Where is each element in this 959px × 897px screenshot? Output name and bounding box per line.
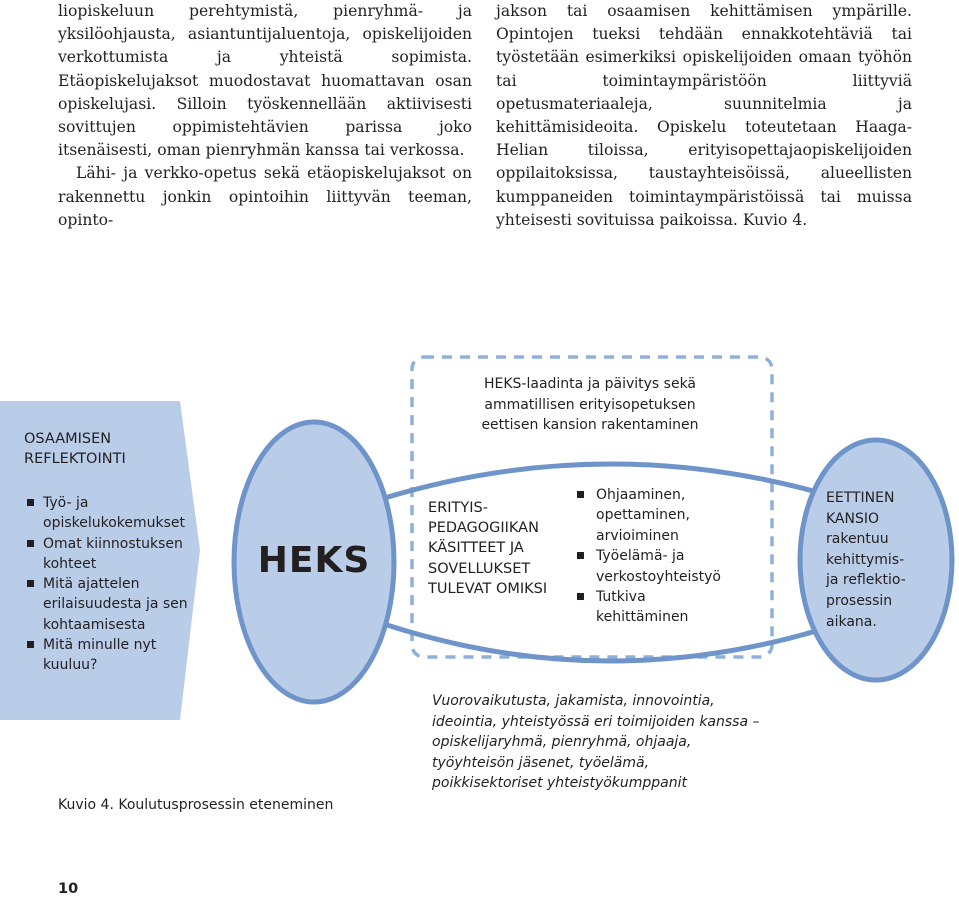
- concepts-title-line: SOVELLUKSET: [428, 560, 531, 577]
- list-item: Tutkiva kehittäminen: [577, 587, 737, 628]
- ethics-text: [826, 488, 926, 632]
- list-item: Mitä ajattelen erilaisuudesta ja sen kohtaamisesta: [24, 574, 189, 635]
- left-paragraph-1: liopiskeluun perehtymistä, pienryhmä- ja yksilöohjausta, asiantuntijaluentoja, opiskelijoiden verkottumista ja yhteistä sopimista. Etäopiskelujaksot muodostavat huomattavan osan opiskelujasi. Silloin työskennellään aktiivisesti sovittujen oppimistehtävien parissa joko itsenäisesti, oman pienryhmän kanssa tai verkossa.: [58, 2, 472, 160]
- reflection-title: [24, 429, 174, 469]
- concepts-title-line: PEDAGOGIIKAN: [428, 520, 539, 537]
- list-item: Työ- ja opiskelukokemukset: [24, 493, 189, 534]
- ethics-line: ja reflektio-: [826, 572, 906, 589]
- concepts-title-line: ERITYIS-: [428, 500, 488, 516]
- concepts-title: [428, 498, 578, 599]
- ethics-line: kehittymis-: [826, 551, 905, 568]
- process-diagram: [0, 350, 959, 830]
- left-text-column: [58, 0, 472, 232]
- concepts-title-line: KÄSITTEET JA: [428, 540, 524, 557]
- figure-caption: Kuvio 4. Koulutusprosessin eteneminen: [58, 797, 334, 813]
- reflection-title-line: OSAAMISEN: [24, 431, 112, 447]
- heks-box-text: HEKS-laadinta ja päivitys sekä ammatillisen erityisopetuksen eettisen kansion rakentaminen: [481, 376, 699, 433]
- ethics-line: KANSIO: [826, 510, 880, 527]
- ethics-line: prosessin: [826, 592, 893, 609]
- right-paragraph: jakson tai osaamisen kehittämisen ympärille. Opintojen tueksi tehdään ennakkotehtäviä tai työstetään esimerkiksi opiskelijoiden omaan työhön tai toimintaympäristöön liittyviä opetusmateriaaleja, suunnitelmia ja kehittämisideoita. Opiskelu toteutetaan Haaga-Helian tiloissa, erityisopettajaopiskelijoiden oppilaitoksissa, taustayhteisöissä, alueellisten kumppaneiden toimintaympäristöissä tai muissa yhteisesti sovituissa paikoissa. Kuvio 4.: [496, 2, 912, 229]
- right-text-column: [496, 0, 912, 232]
- reflection-list: [24, 493, 189, 676]
- list-item: Mitä minulle nyt kuuluu?: [24, 635, 189, 676]
- interaction-note: Vuorovaikutusta, jakamista, innovointia, ideointia, yhteistyössä eri toimijoiden kanssa – opiskelijaryhmä, pienryhmä, ohjaaja, työyhteisön jäsenet, työelämä, poikkisektoriset yhteistyökumppanit: [432, 693, 760, 792]
- reflection-title-line: REFLEKTOINTI: [24, 451, 126, 467]
- list-item: Omat kiinnostuksen kohteet: [24, 534, 189, 575]
- page-number: 10: [58, 881, 79, 897]
- ethics-line: EETTINEN: [826, 490, 895, 506]
- heks-label: HEKS: [257, 540, 371, 581]
- ethics-line: rakentuu: [826, 531, 889, 548]
- concept-arc-bottom: [378, 622, 845, 661]
- left-paragraph-2: Lähi- ja verkko-opetus sekä etäopiskelujaksot on rakennettu jonkin opintoihin liittyvän teeman, opinto-: [58, 164, 472, 229]
- list-item: Työelämä- ja verkostoyhteistyö: [577, 546, 737, 587]
- concepts-title-line: TULEVAT OMIKSI: [428, 580, 548, 597]
- list-item: Ohjaaminen, opettaminen, arvioiminen: [577, 485, 737, 546]
- activities-list: [577, 485, 737, 628]
- ethics-line: aikana.: [826, 613, 877, 630]
